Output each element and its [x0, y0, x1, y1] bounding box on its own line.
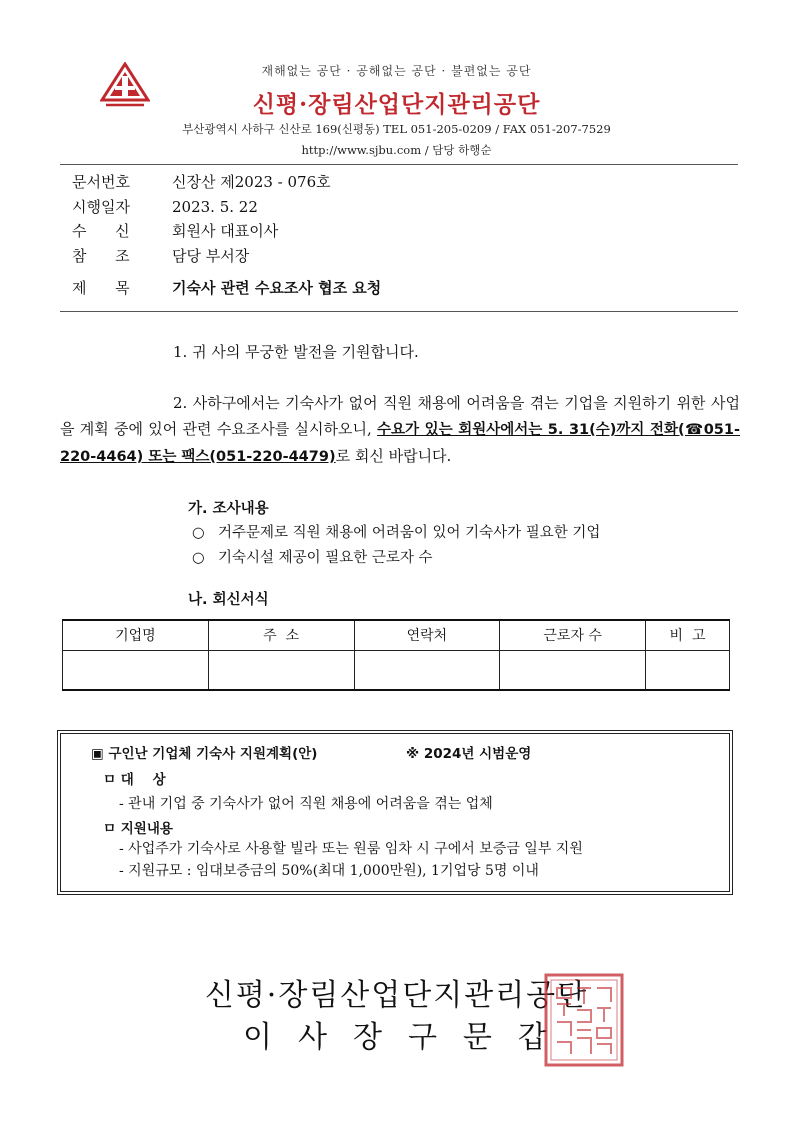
meta-value: 회원사 대표이사	[172, 222, 279, 240]
meta-label: 문서번호	[72, 173, 130, 191]
paragraph-2-tail: 로 회신 바랍니다.	[335, 447, 452, 465]
plan-target-label: ㅁ 대 상	[103, 772, 166, 788]
meta-recipient	[72, 220, 278, 242]
circle-bullet-icon: ○	[192, 550, 205, 566]
cell-address[interactable]	[208, 650, 354, 690]
meta-subject	[72, 277, 381, 299]
plan-target-text: - 관내 기업 중 기숙사가 없어 직원 채용에 어려움을 겪는 업체	[119, 796, 493, 812]
column-header-workers: 근로자 수	[500, 620, 646, 650]
column-header-contact: 연락처	[354, 620, 500, 650]
circle-bullet-icon: ○	[192, 525, 205, 541]
reply-form-title: 나. 회신서식	[188, 592, 269, 608]
cell-remarks[interactable]	[646, 650, 730, 690]
survey-item-text: 기숙시설 제공이 필요한 근로자 수	[218, 550, 433, 566]
column-header-company: 기업명	[63, 620, 209, 650]
meta-label: 참 조	[72, 247, 130, 265]
survey-item	[192, 546, 433, 567]
plan-support-item: - 지원규모 : 임대보증금의 50%(최대 1,000만원), 1기업당 5명 이내	[119, 863, 539, 879]
paragraph-1: 1. 귀 사의 무궁한 발전을 기원합니다.	[173, 343, 419, 361]
survey-title: 가. 조사내용	[188, 501, 269, 517]
survey-item	[192, 521, 600, 542]
plan-support-item: - 사업주가 기숙사로 사용할 빌라 또는 원룸 임차 시 구에서 보증금 일부 지원	[119, 841, 583, 857]
closing-org-name: 신평·장림산업단지관리공단	[204, 978, 589, 1013]
meta-value: 담당 부서장	[172, 247, 250, 265]
meta-value: 2023. 5. 22	[172, 198, 258, 216]
meta-label: 제 목	[72, 279, 130, 297]
meta-date	[72, 196, 258, 218]
closing-signer: 이사장구문갑	[243, 1020, 573, 1055]
reply-form-table	[62, 619, 730, 691]
cell-company[interactable]	[63, 650, 209, 690]
meta-label: 시행일자	[72, 198, 130, 216]
meta-divider	[60, 311, 738, 312]
slogan: 재해없는 공단 · 공해없는 공단 · 불편없는 공단	[261, 64, 532, 78]
column-header-remarks: 비 고	[646, 620, 730, 650]
paragraph-2-emphasis: 수요가 있는 회원사에서는 5. 31(수)까지 전화(☎051-220-4464) 또는 팩스(051-220-4479)	[60, 422, 740, 465]
plan-title: ▣ 구인난 기업체 기숙사 지원계획(안)	[91, 746, 318, 762]
org-address: 부산광역시 사하구 신산로 169(신평동) TEL 051-205-0209 / FAX 051-207-7529	[182, 122, 611, 136]
plan-support-label: ㅁ 지원내용	[103, 821, 173, 837]
cell-contact[interactable]	[354, 650, 500, 690]
plan-note: ※ 2024년 시범운영	[406, 746, 532, 762]
cell-workers[interactable]	[500, 650, 646, 690]
meta-value: 기숙사 관련 수요조사 협조 요청	[172, 279, 382, 297]
meta-label: 수 신	[72, 222, 130, 240]
official-seal-icon	[543, 972, 625, 1068]
table-header-row	[63, 620, 730, 650]
paragraph-2-text: 2. 사하구에서는 기숙사가 없어 직원 채용에 어려움을 겪는 기업을 지원하기 위한 사업을 계획 중에 있어 관련 수요조사를 실시하오니,	[60, 394, 740, 438]
org-homepage: http://www.sjbu.com / 담당 하행순	[301, 143, 492, 157]
meta-value: 신장산 제2023 - 076호	[172, 173, 331, 191]
survey-item-text: 거주문제로 직원 채용에 어려움이 있어 기숙사가 필요한 기업	[218, 525, 601, 541]
table-row	[63, 650, 730, 690]
org-title: 신평·장림산업단지관리공단	[252, 91, 541, 118]
meta-reference	[72, 245, 249, 267]
column-header-address: 주 소	[208, 620, 354, 650]
meta-doc-number	[72, 171, 331, 193]
header-divider	[60, 164, 738, 165]
support-plan-box	[60, 733, 730, 892]
paragraph-2	[60, 390, 740, 470]
